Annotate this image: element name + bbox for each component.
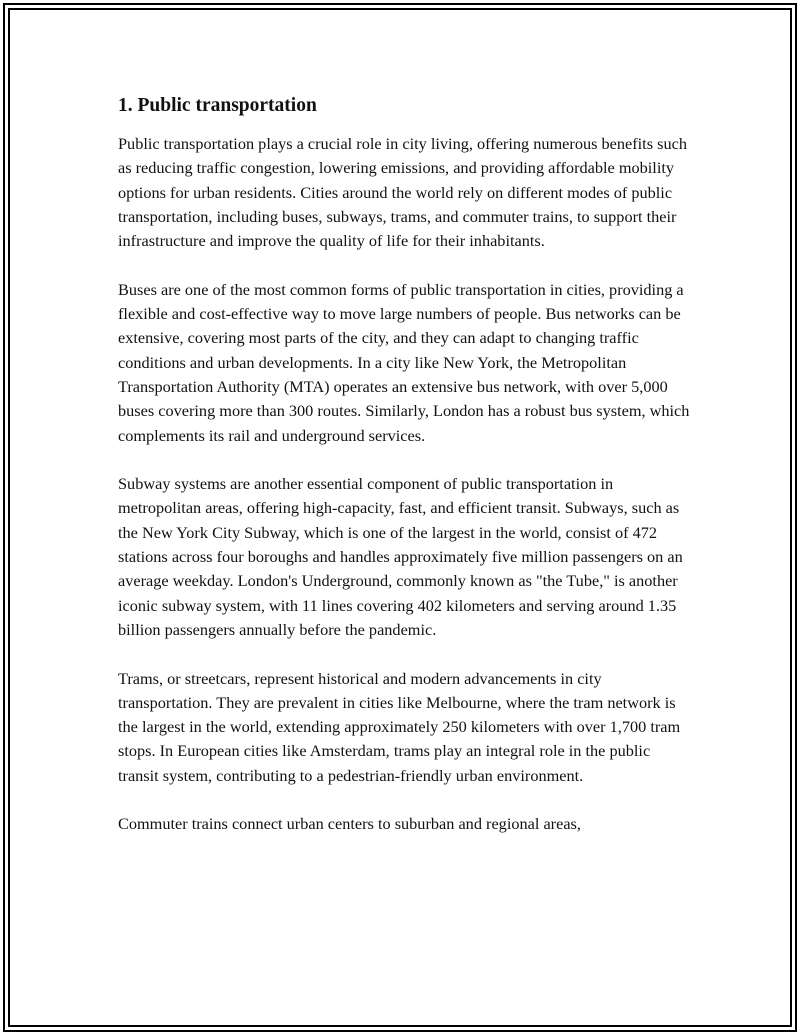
paragraph-intro: Public transportation plays a crucial role in city living, offering numerous benefits such as reducing traffic congestion, lowering emissions, and providing affordable mobility options for urban residents. Cities around the world rely on different modes of public transportation, including buses, subways, trams, and commuter trains, to support their infrastructure and improve the quality of life for their inhabitants. bbox=[118, 134, 687, 251]
paragraph-trams: Trams, or streetcars, represent historical and modern advancements in city transportation. They are prevalent in cities like Melbourne, where the tram network is the largest in the world, extending approximately 250 kilometers with over 1,700 tram stops. In European cities like Amsterdam, trams play an integral role in the public transit system, contributing to a pedestrian-friendly urban environment. bbox=[118, 668, 681, 785]
document-body bbox=[118, 92, 690, 861]
paragraph-subways: Subway systems are another essential component of public transportation in metropolitan areas, offering high-capacity, fast, and efficient transit. Subways, such as the New York City Subway, which is one of the largest in the world, consist of 472 stations across four boroughs and handles approximately five million passengers on an average weekday. London's Underground, commonly known as "the Tube," is another iconic subway system, with 11 lines covering 402 kilometers and serving around 1.35 billion passengers annually before the pandemic. bbox=[118, 474, 683, 639]
paragraph-commuter-trains: Commuter trains connect urban centers to suburban and regional areas, bbox=[118, 814, 581, 834]
paragraph-buses: Buses are one of the most common forms of public transportation in cities, providing a flexible and cost-effective way to move large numbers of people. Bus networks can be extensive, covering most parts of the city, and they can adapt to changing traffic conditions and urban developments. In a city like New York, the Metropolitan Transportation Authority (MTA) operates an extensive bus network, with over 5,000 buses covering more than 300 routes. Similarly, London has a robust bus system, which complements its rail and underground services. bbox=[118, 279, 690, 445]
section-heading: 1. Public transportation bbox=[118, 95, 317, 116]
